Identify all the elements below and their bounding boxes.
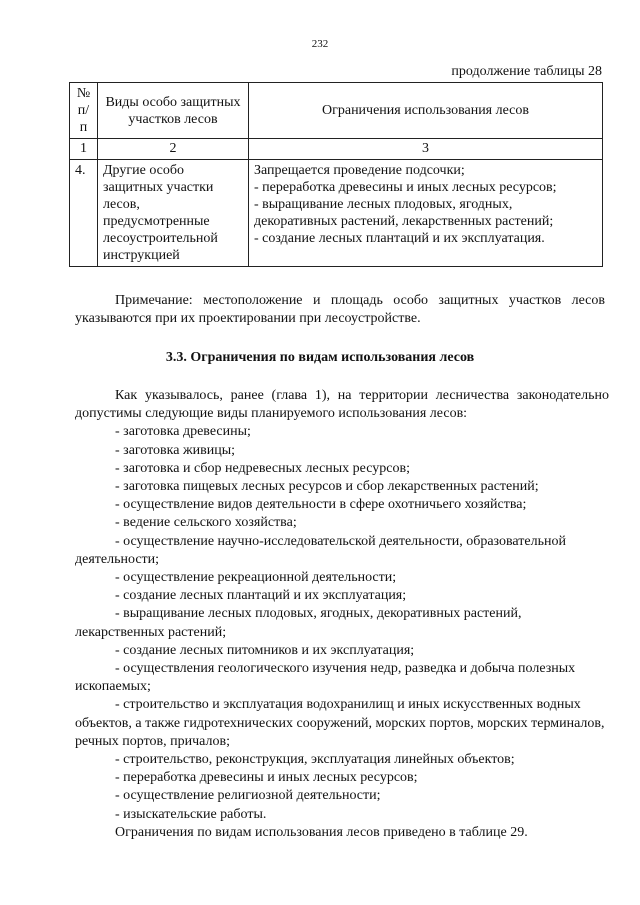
list-item: - строительство, реконструкция, эксплуатация линейных объектов; — [115, 752, 515, 768]
table-continuation-label: продолжение таблицы 28 — [451, 64, 602, 79]
row-number: 4. — [70, 160, 98, 267]
table-header-row — [70, 83, 603, 139]
list-item: - осуществление рекреационной деятельности; — [115, 570, 397, 586]
column-number-row — [70, 139, 603, 160]
table-note: Примечание: местоположение и площадь особо защитных участков лесов указываются при их проектировании при лесоустройстве. — [75, 293, 605, 326]
list-item: - создание лесных питомников и их эксплуатация; — [115, 642, 415, 658]
list-item: - осуществление научно-исследовательской деятельности, образовательной деятельности; — [75, 533, 566, 567]
restrictions-table — [69, 82, 603, 267]
list-item: - заготовка пищевых лесных ресурсов и сбор лекарственных растений; — [115, 479, 539, 495]
list-item: - строительство и эксплуатация водохранилищ и иных искусственных водных объектов, а также гидротехнических сооружений, морских портов, морских терминалов, речных портов, причалов; — [75, 697, 605, 749]
list-item: - осуществление видов деятельности в сфере охотничьего хозяйства; — [115, 497, 527, 513]
row-area-type: Другие особо защитных участки лесов, предусмотренные лесоустроительной инструкцией — [98, 160, 249, 267]
header-number: № п/п — [70, 83, 98, 139]
list-item: - заготовка и сбор недревесных лесных ресурсов; — [115, 460, 410, 476]
list-item: - ведение сельского хозяйства; — [115, 515, 297, 531]
page-number: 232 — [311, 38, 329, 50]
intro-paragraph: Как указывалось, ранее (глава 1), на территории лесничества законодательно допустимы следующие виды планируемого использования лесов: — [75, 388, 609, 422]
table-row — [70, 160, 603, 267]
header-restrictions: Ограничения использования лесов — [249, 83, 603, 139]
list-item: - создание лесных плантаций и их эксплуатация; — [115, 588, 407, 604]
column-number: 1 — [70, 139, 98, 160]
list-item: - осуществление религиозной деятельности; — [115, 788, 381, 804]
section-body — [75, 387, 609, 842]
section-title: 3.3. Ограничения по видам использования лесов — [165, 350, 475, 365]
list-item: - осуществления геологического изучения недр, разведка и добыча полезных ископаемых; — [75, 661, 576, 695]
list-item: - переработка древесины и иных лесных ресурсов; — [115, 770, 418, 786]
list-item: - заготовка живицы; — [115, 442, 236, 458]
list-item: - изыскательские работы. — [115, 806, 267, 822]
closing-paragraph: Ограничения по видам использования лесов приведено в таблице 29. — [115, 824, 528, 840]
list-item: - заготовка древесины; — [115, 424, 251, 440]
usage-list — [75, 423, 609, 823]
column-number: 2 — [98, 139, 249, 160]
column-number: 3 — [249, 139, 603, 160]
row-restrictions: Запрещается проведение подсочки; - переработка древесины и иных лесных ресурсов; - выращивание лесных плодовых, ягодных, декоративных растений, лекарственных растений; - создание лесных плантаций и их эксплуатация. — [249, 160, 603, 267]
list-item: - выращивание лесных плодовых, ягодных, декоративных растений, лекарственных растений; — [75, 606, 522, 640]
header-area-type: Виды особо защитных участков лесов — [98, 83, 249, 139]
